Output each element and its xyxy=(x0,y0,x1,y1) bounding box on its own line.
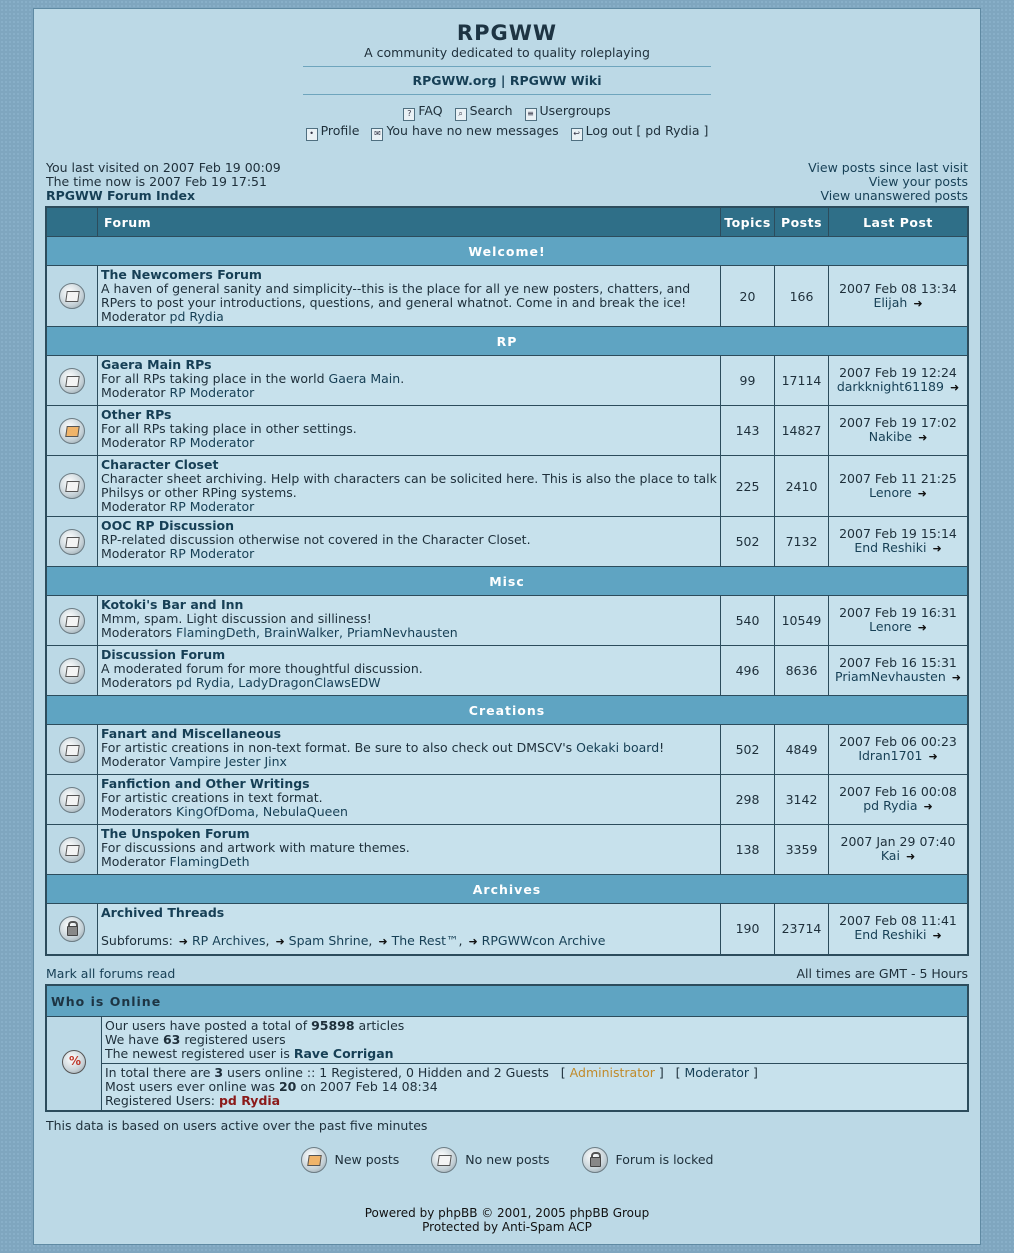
mark-all-read-link[interactable]: Mark all forums read xyxy=(46,966,176,981)
forum-row xyxy=(46,266,968,327)
moderator-label: Moderator xyxy=(101,854,166,869)
subforum-arrow-icon: ➜ xyxy=(178,935,189,948)
forum-row xyxy=(46,725,968,775)
topics-count: 298 xyxy=(721,775,775,825)
view-links xyxy=(808,161,968,203)
search-icon: ⌕ xyxy=(455,108,467,121)
data-note: This data is based on users active over the past five minutes xyxy=(46,1118,428,1133)
forum-desc-text: RP-related discussion otherwise not covered in the Character Closet. xyxy=(101,532,531,547)
forum-description xyxy=(101,841,717,855)
nav-usergroups-label: Usergroups xyxy=(539,103,611,118)
legend-new-label: New posts xyxy=(334,1151,400,1167)
last-post-date: 2007 Feb 19 17:02 xyxy=(839,415,957,430)
legend-new-posts xyxy=(301,1147,400,1173)
forum-title-link[interactable]: Gaera Main RPs xyxy=(101,357,212,372)
forum-moderators xyxy=(101,626,717,640)
who-is-online-label: Who is Online xyxy=(51,993,162,1009)
forum-title-link[interactable]: The Unspoken Forum xyxy=(101,826,250,841)
forum-icon-cell xyxy=(46,517,98,567)
forum-icon-cell xyxy=(46,596,98,646)
locked-icon xyxy=(59,916,85,942)
category-row xyxy=(46,327,968,356)
timezone-text: All times are GMT - 5 Hours xyxy=(796,966,968,981)
forum-title-link[interactable]: OOC RP Discussion xyxy=(101,518,234,533)
nav-messages[interactable] xyxy=(371,123,558,138)
moderator-links[interactable]: RP Moderator xyxy=(169,499,255,514)
posts-count: 10549 xyxy=(775,596,829,646)
forum-cell xyxy=(98,775,721,825)
forum-desc-text: Mmm, spam. Light discussion and silliness! xyxy=(101,611,372,626)
forum-cell xyxy=(98,596,721,646)
topics-count: 143 xyxy=(721,406,775,456)
forum-icon-cell xyxy=(46,266,98,327)
most-online-line xyxy=(105,1080,964,1094)
last-post-user-link[interactable]: End Reshiki xyxy=(854,540,927,555)
forum-title-link[interactable]: Archived Threads xyxy=(101,905,225,920)
category-title[interactable]: Archives xyxy=(46,875,968,904)
category-row xyxy=(46,567,968,596)
last-post-user-link[interactable]: Lenore xyxy=(869,484,912,500)
forum-title-link[interactable]: The Newcomers Forum xyxy=(101,267,262,282)
divider xyxy=(303,66,711,67)
moderator-links[interactable]: KingOfDoma, NebulaQueen xyxy=(176,804,348,819)
posted-count: 95898 xyxy=(311,1018,355,1033)
header-icon-col xyxy=(46,207,98,237)
no-new-posts-icon xyxy=(59,529,85,555)
no-new-posts-icon xyxy=(59,608,85,634)
moderator-label: Moderator xyxy=(101,546,166,561)
forum-desc-text: For all RPs taking place in the world xyxy=(101,371,329,386)
posts-count: 14827 xyxy=(775,406,829,456)
forum-description xyxy=(101,791,717,805)
forum-moderators xyxy=(101,855,717,869)
subforums: Subforums: ➜ RP Archives, ➜ Spam Shrine, ➜ The Rest™, ➜ RPGWWcon Archive xyxy=(101,933,606,948)
rpgww-wiki-link[interactable]: RPGWW Wiki xyxy=(509,73,602,88)
icon-legend xyxy=(34,1147,980,1173)
registered-count: 63 xyxy=(162,1032,181,1047)
forum-cell xyxy=(98,725,721,775)
moderator-label: Moderator xyxy=(101,754,166,769)
protected-by: Protected by Anti-Spam ACP xyxy=(422,1220,592,1234)
site-links xyxy=(34,73,980,88)
newest-user-link[interactable]: Rave Corrigan xyxy=(293,1046,394,1061)
subforum-link[interactable]: Spam Shrine xyxy=(288,933,369,948)
last-post-date: 2007 Feb 19 12:24 xyxy=(839,365,957,380)
forum-icon-cell xyxy=(46,646,98,696)
topics-count: 99 xyxy=(721,356,775,406)
moderator-links[interactable]: RP Moderator xyxy=(169,385,255,400)
moderator-links[interactable]: Vampire Jester Jinx xyxy=(169,754,287,769)
category-title[interactable]: Welcome! xyxy=(46,237,968,266)
header-forum: Forum xyxy=(98,207,721,237)
registered-count-line xyxy=(105,1033,964,1047)
forum-moderators xyxy=(101,500,717,514)
forum-desc-link[interactable]: Gaera Main xyxy=(328,371,401,386)
category-title[interactable]: Creations xyxy=(46,696,968,725)
posts-count: 166 xyxy=(775,266,829,327)
topics-count: 225 xyxy=(721,456,775,517)
below-table xyxy=(46,966,968,981)
time-now-text: The time now is 2007 Feb 19 17:51 xyxy=(46,174,267,189)
rpgww-org-link[interactable]: RPGWW.org xyxy=(412,73,497,88)
forum-desc-text: A moderated forum for more thoughtful discussion. xyxy=(101,661,423,676)
goto-last-post-icon[interactable]: ➜ xyxy=(928,750,938,763)
moderator-label: Moderators xyxy=(101,625,173,640)
posts-count: 3142 xyxy=(775,775,829,825)
last-post-date: 2007 Feb 16 15:31 xyxy=(839,655,957,670)
posts-count: 23714 xyxy=(775,904,829,955)
category-row xyxy=(46,237,968,266)
visit-info xyxy=(46,161,281,203)
forum-icon-cell xyxy=(46,904,98,955)
newest-pre: The newest registered user is xyxy=(105,1046,294,1061)
profile-icon: • xyxy=(306,128,318,141)
page-container xyxy=(33,8,981,1245)
legend-no-new-label: No new posts xyxy=(465,1151,550,1167)
no-new-posts-icon xyxy=(59,658,85,684)
category-title[interactable]: RP xyxy=(46,327,968,356)
messages-icon: ✉ xyxy=(371,128,383,141)
forum-description xyxy=(101,422,717,436)
moderator-label: Moderators xyxy=(101,804,173,819)
total-online-line: In total there are 3 users online :: 1 Registered, 0 Hidden and 2 Guests [ Administrator ] [ Moderator ] xyxy=(105,1065,758,1080)
forum-moderators xyxy=(101,805,717,819)
new-posts-icon xyxy=(301,1147,327,1173)
forum-moderators xyxy=(101,676,717,690)
posts-count: 8636 xyxy=(775,646,829,696)
stats-cell xyxy=(102,1017,969,1064)
registered-users-line xyxy=(105,1094,964,1108)
posts-count: 3359 xyxy=(775,825,829,875)
who-online-icon-cell xyxy=(46,1017,102,1112)
posted-pre: Our users have posted a total of xyxy=(105,1018,312,1033)
forum-cell xyxy=(98,904,721,955)
last-post-cell xyxy=(829,406,969,456)
last-post-date: 2007 Feb 19 16:31 xyxy=(839,605,957,620)
site-header xyxy=(34,9,980,141)
last-post-date: 2007 Feb 11 21:25 xyxy=(839,470,957,486)
posts-count: 17114 xyxy=(775,356,829,406)
who-is-online-header xyxy=(46,985,968,1017)
info-bar xyxy=(46,161,968,203)
header-posts: Posts xyxy=(775,207,829,237)
forum-icon-cell xyxy=(46,406,98,456)
nav-logout[interactable] xyxy=(571,123,709,138)
forum-title-link[interactable]: Other RPs xyxy=(101,407,172,422)
header-last-post: Last Post xyxy=(829,207,969,237)
forum-description xyxy=(101,612,717,626)
forum-title-link[interactable]: Discussion Forum xyxy=(101,647,226,662)
forum-cell xyxy=(98,356,721,406)
goto-last-post-icon[interactable]: ➜ xyxy=(951,671,961,684)
view-since-last-link[interactable]: View posts since last visit xyxy=(808,160,968,175)
forum-description xyxy=(101,372,717,386)
total-pre: In total there are xyxy=(105,1065,215,1080)
last-post-user-link[interactable]: PriamNevhausten xyxy=(835,669,946,684)
forum-description xyxy=(101,282,717,310)
forum-desc-text: For all RPs taking place in other settings. xyxy=(101,421,357,436)
no-new-posts-icon xyxy=(59,837,85,863)
last-post-date: 2007 Feb 16 00:08 xyxy=(839,784,957,799)
online-cell xyxy=(102,1064,969,1112)
last-post-cell xyxy=(829,456,969,517)
forum-moderators xyxy=(101,386,717,400)
last-post-user-link[interactable]: Nakibe xyxy=(868,429,913,444)
forum-desc-text: For artistic creations in text format. xyxy=(101,790,323,805)
forum-row xyxy=(46,904,968,955)
topics-count: 496 xyxy=(721,646,775,696)
divider xyxy=(303,94,711,95)
faq-icon: ? xyxy=(403,108,415,121)
topics-count: 190 xyxy=(721,904,775,955)
have-pre: We have xyxy=(105,1032,163,1047)
forum-moderators xyxy=(101,755,717,769)
forum-title-link[interactable]: Kotoki's Bar and Inn xyxy=(101,597,244,612)
posts-count: 4849 xyxy=(775,725,829,775)
forum-table xyxy=(45,206,969,956)
moderator-links[interactable]: RP Moderator xyxy=(169,435,255,450)
forum-description xyxy=(101,533,717,547)
who-is-online-table xyxy=(45,984,969,1112)
moderator-label: Moderator xyxy=(101,499,166,514)
forum-title-link[interactable]: Character Closet xyxy=(101,457,219,472)
last-visit-text: You last visited on 2007 Feb 19 00:09 xyxy=(46,160,281,175)
last-post-cell xyxy=(829,266,969,327)
legend-no-new-posts xyxy=(431,1147,549,1173)
posts-count: 2410 xyxy=(775,456,829,517)
no-new-posts-icon xyxy=(59,473,85,499)
last-post-user-link[interactable]: Idran1701 xyxy=(858,748,923,763)
forum-row xyxy=(46,825,968,875)
no-new-posts-icon xyxy=(59,787,85,813)
forum-cell xyxy=(98,517,721,567)
goto-last-post-icon[interactable]: ➜ xyxy=(917,621,927,634)
last-post-cell xyxy=(829,517,969,567)
forum-title-link[interactable]: Fanfiction and Other Writings xyxy=(101,776,310,791)
forum-description xyxy=(101,662,717,676)
registered-pre: Registered Users: xyxy=(105,1093,219,1108)
goto-last-post-icon[interactable]: ➜ xyxy=(918,431,928,444)
locked-icon xyxy=(582,1147,608,1173)
forum-icon-cell xyxy=(46,775,98,825)
last-post-user-link[interactable]: pd Rydia xyxy=(863,798,918,813)
nav-row-1 xyxy=(34,101,980,141)
forum-row xyxy=(46,406,968,456)
forum-cell xyxy=(98,266,721,327)
nav-faq-label: FAQ xyxy=(418,103,443,118)
forum-index-link[interactable]: RPGWW Forum Index xyxy=(46,188,196,203)
total-post: users online :: 1 Registered, 0 Hidden and 2 Guests xyxy=(223,1065,549,1080)
nav-profile-label: Profile xyxy=(320,123,360,138)
forum-row xyxy=(46,596,968,646)
last-post-date: 2007 Feb 06 00:23 xyxy=(839,734,957,749)
topics-count: 540 xyxy=(721,596,775,646)
usergroups-icon: ≡ xyxy=(525,108,537,121)
forum-row xyxy=(46,775,968,825)
total-count: 3 xyxy=(214,1065,224,1080)
nav-profile[interactable] xyxy=(306,123,360,138)
forum-icon-cell xyxy=(46,825,98,875)
most-post: on 2007 Feb 14 08:34 xyxy=(296,1079,438,1094)
goto-last-post-icon[interactable]: ➜ xyxy=(905,850,916,863)
last-post-date: 2007 Jan 29 07:40 xyxy=(840,834,956,849)
powered-by: Powered by phpBB © 2001, 2005 phpBB Group xyxy=(364,1206,650,1220)
no-new-posts-icon xyxy=(59,283,85,309)
new-posts-icon xyxy=(59,418,85,444)
last-post-cell xyxy=(829,356,969,406)
goto-last-post-icon[interactable]: ➜ xyxy=(949,381,960,394)
topics-count: 20 xyxy=(721,266,775,327)
moderator-label: Moderator xyxy=(101,309,166,324)
site-description: A community dedicated to quality roleplaying xyxy=(364,45,650,60)
moderator-links[interactable]: FlamingDeth, BrainWalker, PriamNevhausten xyxy=(176,625,458,640)
have-post: registered users xyxy=(180,1032,286,1047)
forum-icon-cell xyxy=(46,456,98,517)
goto-last-post-icon[interactable]: ➜ xyxy=(913,296,923,310)
posts-count: 7132 xyxy=(775,517,829,567)
last-post-date: 2007 Feb 08 13:34 xyxy=(839,280,957,296)
last-post-user-link[interactable]: Kai xyxy=(880,848,900,863)
no-new-posts-icon xyxy=(59,737,85,763)
online-row xyxy=(46,1064,968,1112)
posted-post: articles xyxy=(354,1018,405,1033)
goto-last-post-icon[interactable]: ➜ xyxy=(932,929,942,943)
legend-locked xyxy=(582,1147,714,1173)
nav-messages-label: You have no new messages xyxy=(386,123,559,138)
forum-icon-cell xyxy=(46,356,98,406)
subforum-arrow-icon: ➜ xyxy=(378,935,388,948)
forum-description xyxy=(101,472,717,500)
subforum-link[interactable]: RPGWWcon Archive xyxy=(481,933,606,948)
category-row xyxy=(46,696,968,725)
posted-total-line xyxy=(105,1019,964,1033)
forum-desc-link[interactable]: Oekaki board xyxy=(576,740,660,755)
site-title[interactable]: RPGWW xyxy=(456,21,558,45)
nav-logout-label: Log out [ pd Rydia ] xyxy=(585,123,709,138)
nav-search[interactable] xyxy=(455,103,513,118)
category-title[interactable]: Misc xyxy=(46,567,968,596)
goto-last-post-icon[interactable]: ➜ xyxy=(932,542,942,555)
last-post-user-link[interactable]: End Reshiki xyxy=(854,927,927,943)
last-post-cell xyxy=(829,904,969,955)
forum-description xyxy=(101,741,717,755)
last-post-user-link[interactable]: darkknight61189 xyxy=(836,379,944,394)
forum-table-header xyxy=(46,207,968,237)
topics-count: 138 xyxy=(721,825,775,875)
forum-cell xyxy=(98,646,721,696)
forum-cell xyxy=(98,456,721,517)
header-topics: Topics xyxy=(721,207,775,237)
forum-title-link[interactable]: Fanart and Miscellaneous xyxy=(101,726,282,741)
subforum-link[interactable]: RP Archives xyxy=(192,933,266,948)
moderator-links[interactable]: pd Rydia, LadyDragonClawsEDW xyxy=(176,675,381,690)
forum-row xyxy=(46,356,968,406)
forum-row xyxy=(46,646,968,696)
forum-cell xyxy=(98,825,721,875)
forum-desc-text: For discussions and artwork with mature themes. xyxy=(101,840,410,855)
moderator-label: Moderators xyxy=(101,675,173,690)
most-pre: Most users ever online was xyxy=(105,1079,279,1094)
forum-moderators xyxy=(101,436,717,450)
subforum-arrow-icon: ➜ xyxy=(275,935,285,948)
most-count: 20 xyxy=(278,1079,297,1094)
forum-desc-end: ! xyxy=(659,740,665,755)
forum-desc-text: For artistic creations in non-text format. Be sure to also check out DMSCV's xyxy=(101,740,577,755)
view-unanswered-link[interactable]: View unanswered posts xyxy=(820,188,968,203)
last-post-user-link[interactable]: Lenore xyxy=(869,619,912,634)
moderator-links[interactable]: FlamingDeth xyxy=(169,854,250,869)
topics-count: 502 xyxy=(721,517,775,567)
last-post-user-link[interactable]: Elijah xyxy=(873,294,908,310)
newest-user-line xyxy=(105,1047,964,1061)
footer xyxy=(34,1206,980,1234)
last-post-cell xyxy=(829,725,969,775)
no-new-posts-icon xyxy=(431,1147,457,1173)
forum-desc-end: . xyxy=(400,371,405,386)
subforum-arrow-icon: ➜ xyxy=(468,935,478,948)
forum-row xyxy=(46,517,968,567)
last-post-cell xyxy=(829,825,969,875)
topics-count: 502 xyxy=(721,725,775,775)
logout-icon: ↩ xyxy=(571,128,583,141)
subforums-label: Subforums: xyxy=(101,933,173,948)
last-post-cell xyxy=(829,775,969,825)
forum-row xyxy=(46,456,968,517)
last-post-date: 2007 Feb 19 15:14 xyxy=(839,526,957,541)
forum-moderators xyxy=(101,310,717,324)
no-new-posts-icon xyxy=(59,368,85,394)
last-post-cell xyxy=(829,646,969,696)
who-is-online-title[interactable] xyxy=(46,985,968,1017)
forum-desc-text: Character sheet archiving. Help with characters can be solicited here. This is also the place to talk Philsys or other RPing systems. xyxy=(101,471,717,500)
forum-icon-cell xyxy=(46,725,98,775)
who-is-online-icon xyxy=(62,1050,86,1074)
online-user-link[interactable]: pd Rydia xyxy=(218,1093,281,1108)
forum-desc-text: A haven of general sanity and simplicity--this is the place for all ye new posters, chatters, and RPers to post your introductions, questions, and general whatnot. Come in and break the ice! xyxy=(101,281,691,310)
view-your-posts-link[interactable]: View your posts xyxy=(868,174,968,189)
goto-last-post-icon[interactable]: ➜ xyxy=(917,486,927,500)
stats-row xyxy=(46,1017,968,1064)
moderator-links[interactable]: RP Moderator xyxy=(169,546,255,561)
forum-moderators xyxy=(101,547,717,561)
last-post-cell xyxy=(829,596,969,646)
last-post-date: 2007 Feb 08 11:41 xyxy=(839,913,957,929)
moderator-links[interactable]: pd Rydia xyxy=(169,309,224,324)
forum-cell xyxy=(98,406,721,456)
nav-search-label: Search xyxy=(469,103,513,118)
nav-faq[interactable] xyxy=(403,103,442,118)
separator: | xyxy=(500,73,506,88)
goto-last-post-icon[interactable]: ➜ xyxy=(923,800,933,813)
subforum-link[interactable]: The Rest™ xyxy=(391,933,459,948)
category-row xyxy=(46,875,968,904)
legend-locked-label: Forum is locked xyxy=(615,1151,714,1167)
legend-moderator: Moderator xyxy=(684,1065,750,1080)
moderator-label: Moderator xyxy=(101,385,166,400)
nav-usergroups[interactable] xyxy=(525,103,611,118)
legend-administrator: Administrator xyxy=(569,1065,655,1080)
moderator-label: Moderator xyxy=(101,435,166,450)
